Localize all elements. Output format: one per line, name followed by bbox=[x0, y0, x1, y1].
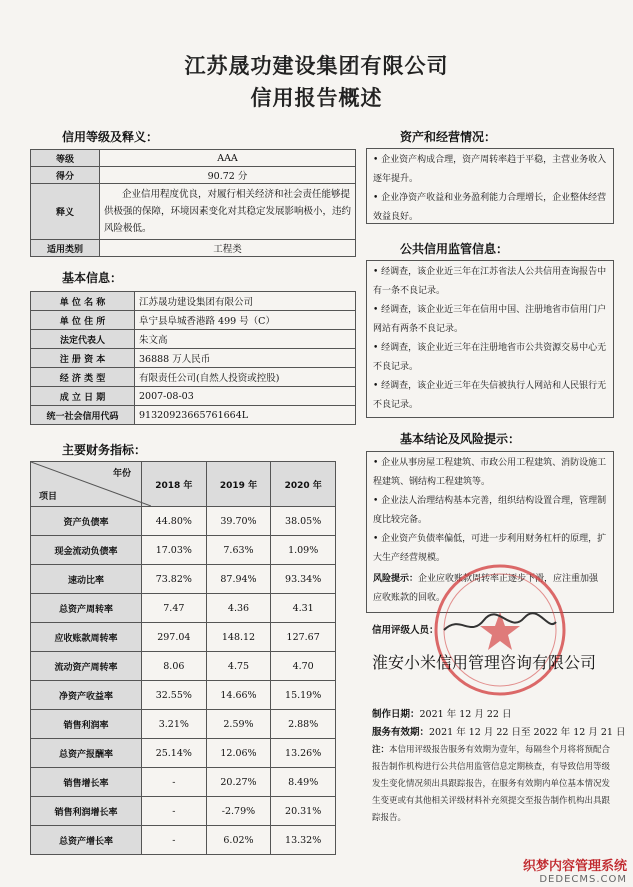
finance-row-label: 速动比率 bbox=[31, 565, 142, 594]
finance-cell: 297.04 bbox=[142, 623, 207, 652]
finance-row bbox=[31, 623, 336, 652]
finance-row bbox=[31, 710, 336, 739]
basic-value-type: 有限责任公司(自然人投资或控股) bbox=[135, 368, 356, 387]
note-text: 本信用评级报告服务有效期为壹年，每隔叁个月将将预配合报告制作机构进行公共信用监管信息定期核查，有导致信用等级发生变化情况须出具跟踪报告，在服务有效期内单位基本情况发生变更或有其他相关评级材料补充须提交至报告制作机构出具跟踪报告。 bbox=[372, 745, 611, 823]
basic-value-name: 江苏晟功建设集团有限公司 bbox=[135, 292, 356, 311]
finance-cell: 14.66% bbox=[206, 681, 271, 710]
finance-row bbox=[31, 594, 336, 623]
finance-row-label: 销售增长率 bbox=[31, 768, 142, 797]
finance-row bbox=[31, 797, 336, 826]
finance-cell: 15.19% bbox=[271, 681, 336, 710]
finance-row-label: 销售利润率 bbox=[31, 710, 142, 739]
note-label: 注： bbox=[372, 745, 390, 755]
supervision-section-title: 公共信用监管信息： bbox=[400, 242, 509, 256]
finance-year-2019: 2019 年 bbox=[206, 462, 271, 507]
finance-cell: 4.36 bbox=[206, 594, 271, 623]
finance-cell: 13.32% bbox=[271, 826, 336, 855]
site-watermark bbox=[523, 855, 627, 885]
finance-cell: 148.12 bbox=[206, 623, 271, 652]
supervision-item: • 经调查，该企业近三年在失信被执行人网站和人民银行无不良记录。 bbox=[373, 377, 607, 415]
credit-value-grade: AAA bbox=[100, 150, 356, 167]
credit-label-category: 适用类别 bbox=[31, 240, 100, 257]
credit-value-category: 工程类 bbox=[100, 240, 356, 257]
basic-value-legal-rep: 朱文高 bbox=[135, 330, 356, 349]
report-title-overview: 信用报告概述 bbox=[250, 86, 383, 110]
finance-cell: 38.05% bbox=[271, 507, 336, 536]
finance-cell: 73.82% bbox=[142, 565, 207, 594]
conclusion-section-title: 基本结论及风险提示： bbox=[400, 432, 521, 446]
report-note bbox=[372, 742, 616, 827]
basic-label-name: 单 位 名 称 bbox=[31, 292, 135, 311]
finance-cell: - bbox=[142, 797, 207, 826]
finance-header-corner bbox=[31, 462, 142, 507]
finance-cell: 93.34% bbox=[271, 565, 336, 594]
finance-row-label: 销售利润增长率 bbox=[31, 797, 142, 826]
finance-cell: 2.59% bbox=[206, 710, 271, 739]
finance-row bbox=[31, 826, 336, 855]
assets-section-title: 资产和经营情况： bbox=[400, 130, 497, 144]
credit-value-score: 90.72 分 bbox=[100, 167, 356, 184]
issue-date-line bbox=[372, 706, 511, 720]
signature-icon bbox=[440, 610, 560, 640]
finance-cell: 4.70 bbox=[271, 652, 336, 681]
finance-row-label: 总资产增长率 bbox=[31, 826, 142, 855]
finance-table bbox=[30, 461, 336, 855]
assets-item: • 企业净资产收益和业务盈利能力合理增长，企业整体经营效益良好。 bbox=[373, 189, 607, 227]
supervision-item: • 经调查，该企业近三年在信用中国、注册地省市信用门户网站有两条不良记录。 bbox=[373, 301, 607, 339]
supervision-item: • 经调查，该企业近三年在江苏省法人公共信用查询报告中有一条不良记录。 bbox=[373, 263, 607, 301]
basic-value-founded: 2007-08-03 bbox=[135, 387, 356, 406]
finance-row-label: 资产负债率 bbox=[31, 507, 142, 536]
finance-section-title: 主要财务指标： bbox=[62, 443, 147, 457]
finance-cell: 8.49% bbox=[271, 768, 336, 797]
report-title-company: 江苏晟功建设集团有限公司 bbox=[184, 54, 449, 78]
assets-box bbox=[366, 148, 614, 224]
finance-cell: - bbox=[142, 826, 207, 855]
credit-label-meaning: 释义 bbox=[31, 184, 100, 240]
credit-label-score: 得分 bbox=[31, 167, 100, 184]
finance-cell: 8.06 bbox=[142, 652, 207, 681]
finance-cell: 2.88% bbox=[271, 710, 336, 739]
finance-cell: 12.06% bbox=[206, 739, 271, 768]
finance-cell: 1.09% bbox=[271, 536, 336, 565]
finance-row bbox=[31, 681, 336, 710]
credit-table bbox=[30, 149, 356, 257]
finance-cell: 4.31 bbox=[271, 594, 336, 623]
basic-label-founded: 成 立 日 期 bbox=[31, 387, 135, 406]
supervision-box bbox=[366, 260, 614, 418]
basic-label-credit-code: 统一社会信用代码 bbox=[31, 406, 135, 425]
finance-cell: 6.02% bbox=[206, 826, 271, 855]
finance-row-label: 应收账款周转率 bbox=[31, 623, 142, 652]
basic-label-capital: 注 册 资 本 bbox=[31, 349, 135, 368]
basic-label-address: 单 位 住 所 bbox=[31, 311, 135, 330]
basic-value-credit-code: 91320923665761664L bbox=[135, 406, 356, 425]
supervision-item: • 经调查，该企业近三年在注册地省市公共资源交易中心无不良记录。 bbox=[373, 339, 607, 377]
finance-row bbox=[31, 652, 336, 681]
finance-cell: 44.80% bbox=[142, 507, 207, 536]
conclusion-item: • 企业从事房屋工程建筑、市政公用工程建筑、消防设施工程建筑、钢结构工程建筑等。 bbox=[373, 454, 607, 492]
finance-cell: 20.31% bbox=[271, 797, 336, 826]
finance-cell: 4.75 bbox=[206, 652, 271, 681]
finance-cell: 25.14% bbox=[142, 739, 207, 768]
watermark-line1: 织梦内容管理系统 bbox=[522, 859, 627, 874]
conclusion-item: • 企业资产负债率偏低，可进一步利用财务杠杆的原理，扩大生产经营规模。 bbox=[373, 530, 607, 568]
conclusion-item: • 企业法人治理结构基本完善，组织结构设置合理，管理制度比较完备。 bbox=[373, 492, 607, 530]
finance-row bbox=[31, 565, 336, 594]
finance-cell: 7.47 bbox=[142, 594, 207, 623]
finance-header-item: 项目 bbox=[39, 492, 58, 502]
credit-section-title: 信用等级及释义： bbox=[62, 130, 159, 144]
basic-section-title: 基本信息： bbox=[62, 271, 123, 285]
evaluator-label: 信用评级人员： bbox=[372, 625, 439, 636]
validity-value: 2021 年 12 月 22 日至 2022 年 12 月 21 日 bbox=[429, 727, 626, 738]
basic-info-table bbox=[30, 291, 356, 425]
finance-cell: 13.26% bbox=[271, 739, 336, 768]
finance-cell: 127.67 bbox=[271, 623, 336, 652]
finance-cell: - bbox=[142, 768, 207, 797]
finance-cell: 39.70% bbox=[206, 507, 271, 536]
basic-value-address: 阜宁县阜城香港路 499 号（C） bbox=[135, 311, 356, 330]
finance-year-2020: 2020 年 bbox=[271, 462, 336, 507]
finance-row-label: 现金流动负债率 bbox=[31, 536, 142, 565]
basic-value-capital: 36888 万人民币 bbox=[135, 349, 356, 368]
watermark-line2: DEDECMS.COM bbox=[539, 874, 627, 885]
basic-label-type: 经 济 类 型 bbox=[31, 368, 135, 387]
risk-text: 企业应收账款周转率正逐步下滑，应注重加强应收账款的回收。 bbox=[373, 574, 599, 603]
finance-row-label: 总资产周转率 bbox=[31, 594, 142, 623]
finance-row-label: 流动资产周转率 bbox=[31, 652, 142, 681]
finance-cell: 3.21% bbox=[142, 710, 207, 739]
finance-cell: 17.03% bbox=[142, 536, 207, 565]
issue-date-value: 2021 年 12 月 22 日 bbox=[419, 709, 512, 720]
finance-cell: 20.27% bbox=[206, 768, 271, 797]
issue-date-label: 制作日期： bbox=[372, 709, 420, 720]
assets-item: • 企业资产构成合理，资产周转率趋于平稳，主营业务收入逐年提升。 bbox=[373, 151, 607, 189]
validity-label: 服务有效期： bbox=[372, 727, 430, 738]
finance-table-body bbox=[31, 507, 336, 855]
finance-cell: 32.55% bbox=[142, 681, 207, 710]
finance-row bbox=[31, 739, 336, 768]
finance-cell: 7.63% bbox=[206, 536, 271, 565]
finance-cell: -2.79% bbox=[206, 797, 271, 826]
finance-row bbox=[31, 507, 336, 536]
risk-label: 风险提示： bbox=[373, 574, 419, 584]
validity-line bbox=[372, 724, 625, 738]
finance-row bbox=[31, 536, 336, 565]
issuer-company: 淮安小米信用管理咨询有限公司 bbox=[372, 653, 597, 672]
finance-row-label: 净资产收益率 bbox=[31, 681, 142, 710]
basic-label-legal-rep: 法定代表人 bbox=[31, 330, 135, 349]
finance-row-label: 总资产报酬率 bbox=[31, 739, 142, 768]
finance-year-2018: 2018 年 bbox=[142, 462, 207, 507]
credit-label-grade: 等级 bbox=[31, 150, 100, 167]
credit-value-meaning: 企业信用程度优良，对履行相关经济和社会责任能够提供极强的保障，环境因素变化对其稳定发展影响极小，违约风险极低。 bbox=[100, 184, 356, 240]
finance-row bbox=[31, 768, 336, 797]
finance-header-year: 年份 bbox=[112, 469, 131, 479]
finance-cell: 87.94% bbox=[206, 565, 271, 594]
